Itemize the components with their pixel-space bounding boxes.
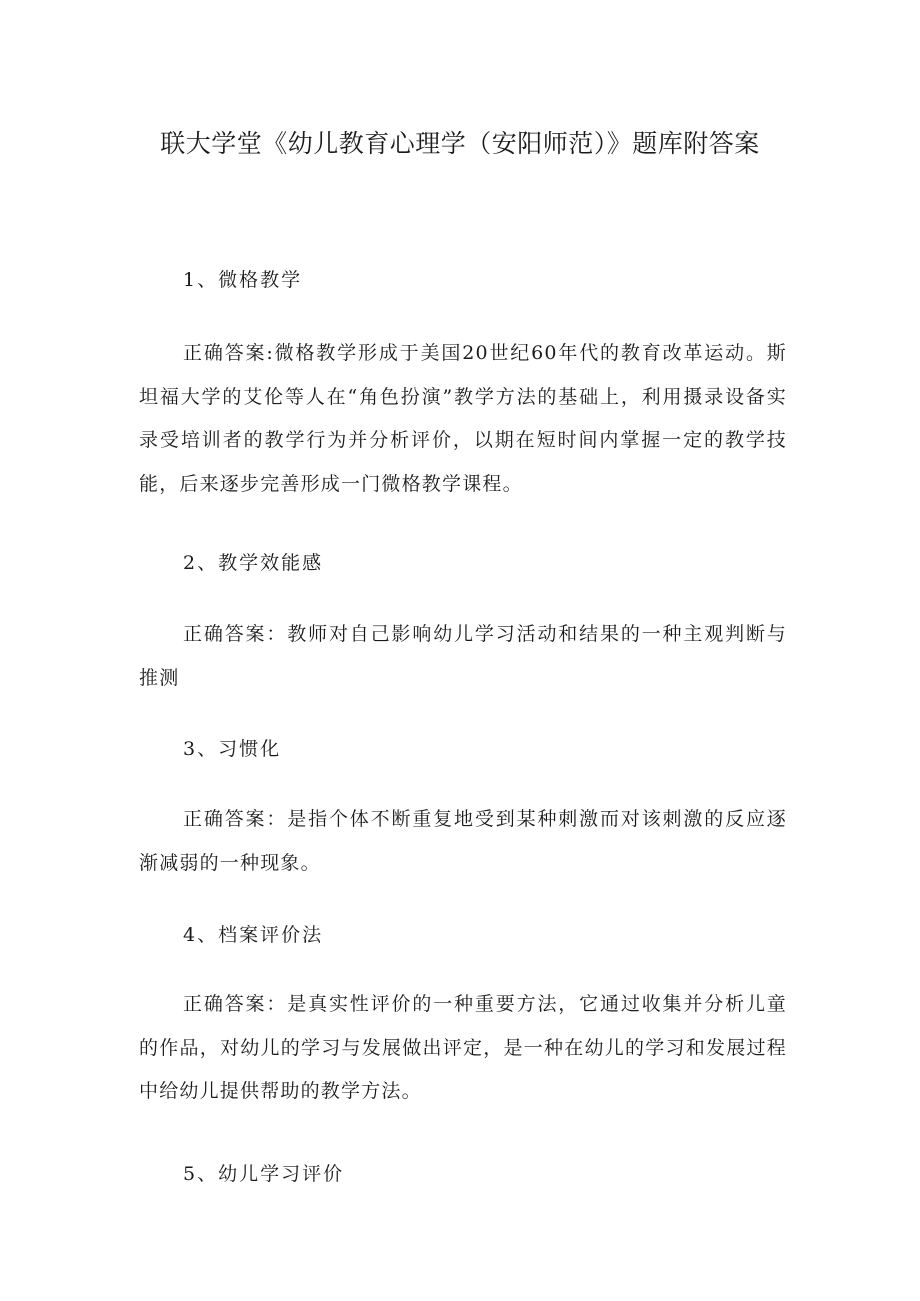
answer-text-3: 正确答案：是指个体不断重复地受到某种刺激而对该刺激的反应逐渐减弱的一种现象。 <box>139 808 787 874</box>
document-title: 联大学堂《幼儿教育心理学（安阳师范）》题库附答案 <box>160 129 760 158</box>
answer-text-4: 正确答案：是真实性评价的一种重要方法，它通过收集并分析儿童的作品，对幼儿的学习与发展做出评定，是一种在幼儿的学习和发展过程中给幼儿提供帮助的教学方法。 <box>139 993 787 1102</box>
question-heading-4: 4、档案评价法 <box>183 924 324 946</box>
answer-text-1: 正确答案:微格教学形成于美国20世纪60年代的教育改革运动。斯坦福大学的艾伦等人在“角色扮演”教学方法的基础上，利用摄录设备实录受培训者的教学行为并分析评价，以期在短时间内掌握一定的教学技能，后来逐步完善形成一门微格教学课程。 <box>139 342 787 495</box>
question-heading-5: 5、幼儿学习评价 <box>183 1163 345 1185</box>
answer-text-2: 正确答案：教师对自己影响幼儿学习活动和结果的一种主观判断与推测 <box>139 623 787 689</box>
question-heading-3: 3、习惯化 <box>183 738 282 760</box>
question-heading-1: 1、微格教学 <box>183 269 303 291</box>
question-heading-2: 2、教学效能感 <box>183 552 324 574</box>
